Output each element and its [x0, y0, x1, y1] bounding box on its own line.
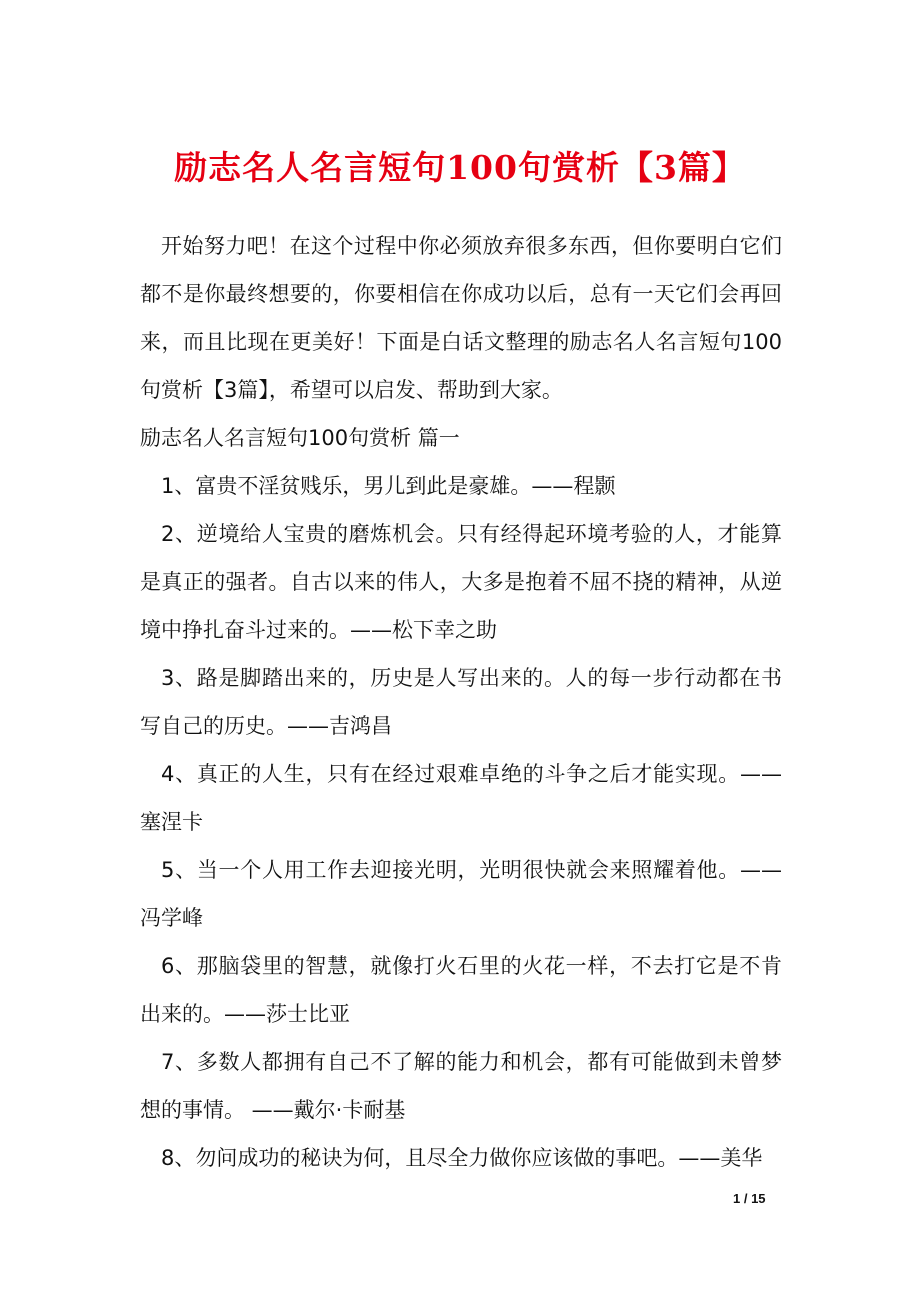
quote-item: 3、路是脚踏出来的，历史是人写出来的。人的每一步行动都在书写自己的历史。——吉鸿昌: [140, 666, 782, 738]
document-body: [140, 222, 782, 1182]
page-number: 1 / 15: [733, 1191, 766, 1206]
quote-item: 5、当一个人用工作去迎接光明，光明很快就会来照耀着他。——冯学峰: [140, 858, 782, 930]
quote-item: 8、勿问成功的秘诀为何，且尽全力做你应该做的事吧。——美华: [161, 1146, 763, 1170]
quote-item: 6、那脑袋里的智慧，就像打火石里的火花一样，不去打它是不肯出来的。——莎士比亚: [140, 954, 782, 1026]
document-title: 励志名人名言短句100句赏析【3篇】: [174, 148, 746, 187]
intro-paragraph: 开始努力吧！在这个过程中你必须放弃很多东西，但你要明白它们都不是你最终想要的，你要相信在你成功以后，总有一天它们会再回来，而且比现在更美好！下面是白话文整理的励志名人名言短句100句赏析【3篇】，希望可以启发、帮助到大家。: [140, 234, 782, 402]
quote-item: 4、真正的人生，只有在经过艰难卓绝的斗争之后才能实现。——塞涅卡: [140, 762, 782, 834]
quote-item: 2、逆境给人宝贵的磨炼机会。只有经得起环境考验的人，才能算是真正的强者。自古以来的伟人，大多是抱着不屈不挠的精神，从逆境中挣扎奋斗过来的。——松下幸之助: [140, 522, 782, 642]
quote-item: 1、富贵不淫贫贱乐，男儿到此是豪雄。——程颢: [161, 474, 616, 498]
quote-item: 7、多数人都拥有自己不了解的能力和机会，都有可能做到未曾梦想的事情。 ——戴尔·卡耐基: [140, 1050, 782, 1122]
section-heading: 励志名人名言短句100句赏析 篇一: [140, 426, 460, 450]
